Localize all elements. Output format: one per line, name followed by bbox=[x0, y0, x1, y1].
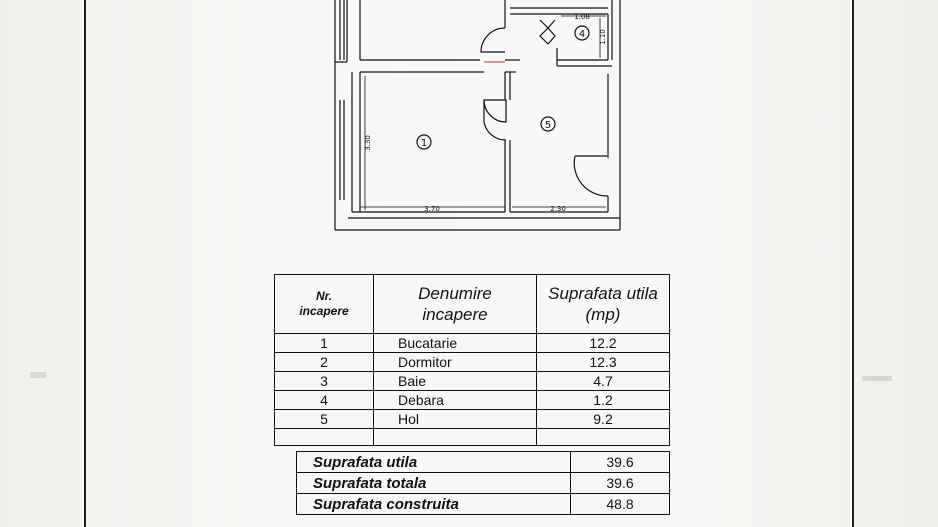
row-area: 1.2 bbox=[537, 391, 670, 410]
plan-door bbox=[481, 28, 505, 52]
row-area: 12.2 bbox=[537, 334, 670, 353]
header-nr bbox=[275, 275, 374, 334]
row-name: Hol bbox=[374, 410, 537, 429]
plan-door bbox=[484, 100, 506, 140]
totals-row bbox=[297, 473, 670, 494]
total-label: Suprafata totala bbox=[297, 473, 571, 494]
scan-smudge bbox=[30, 372, 46, 378]
plan-door bbox=[574, 156, 608, 196]
rooms-table bbox=[274, 274, 670, 446]
row-name: Baie bbox=[374, 372, 537, 391]
plan-door bbox=[548, 20, 555, 44]
total-value: 48.8 bbox=[571, 494, 670, 515]
dimension-label-room5-width: 2.30 bbox=[550, 205, 566, 213]
table-blank-row bbox=[275, 429, 670, 446]
row-area: 9.2 bbox=[537, 410, 670, 429]
total-value: 39.6 bbox=[571, 473, 670, 494]
table-header-row bbox=[275, 275, 670, 334]
blank-cell bbox=[275, 429, 374, 446]
row-nr: 1 bbox=[275, 334, 374, 353]
row-nr: 2 bbox=[275, 353, 374, 372]
total-label: Suprafata construita bbox=[297, 494, 571, 515]
row-nr: 3 bbox=[275, 372, 374, 391]
row-area: 4.7 bbox=[537, 372, 670, 391]
total-value: 39.6 bbox=[571, 452, 670, 473]
header-name-line2: incapere bbox=[422, 305, 488, 324]
blank-cell bbox=[537, 429, 670, 446]
table-row bbox=[275, 353, 670, 372]
blank-cell bbox=[374, 429, 537, 446]
totals-row bbox=[297, 494, 670, 515]
row-name: Dormitor bbox=[374, 353, 537, 372]
row-name: Bucatarie bbox=[374, 334, 537, 353]
room-number-1: 1 bbox=[420, 138, 428, 149]
scan-smudge bbox=[862, 376, 892, 381]
row-nr: 5 bbox=[275, 410, 374, 429]
total-label: Suprafata utila bbox=[297, 452, 571, 473]
row-nr: 4 bbox=[275, 391, 374, 410]
header-nr-line2: incapere bbox=[299, 304, 349, 318]
table-row bbox=[275, 334, 670, 353]
header-area-line1: Suprafata utila bbox=[548, 284, 658, 303]
plan-door bbox=[540, 20, 548, 44]
room-number-4: 4 bbox=[578, 29, 586, 40]
row-name: Debara bbox=[374, 391, 537, 410]
row-area: 12.3 bbox=[537, 353, 670, 372]
plan-door bbox=[484, 100, 506, 122]
header-denumire bbox=[374, 275, 537, 334]
table-row bbox=[275, 372, 670, 391]
header-name-line1: Denumire bbox=[418, 284, 492, 303]
dimension-label-room4-height: 1.10 bbox=[599, 29, 607, 45]
dimension-label-room1-height: 3.30 bbox=[364, 135, 372, 151]
totals-table bbox=[296, 451, 670, 515]
header-area-line2: (mp) bbox=[585, 305, 621, 324]
table-row bbox=[275, 410, 670, 429]
header-suprafata bbox=[537, 275, 670, 334]
totals-row bbox=[297, 452, 670, 473]
header-nr-line1: Nr. bbox=[315, 289, 332, 303]
floor-plan bbox=[0, 0, 938, 240]
dimension-label-room4-width: 1.08 bbox=[574, 13, 590, 21]
room-number-5: 5 bbox=[544, 120, 552, 131]
dimension-label-room1-width: 3.70 bbox=[424, 205, 440, 213]
table-row bbox=[275, 391, 670, 410]
